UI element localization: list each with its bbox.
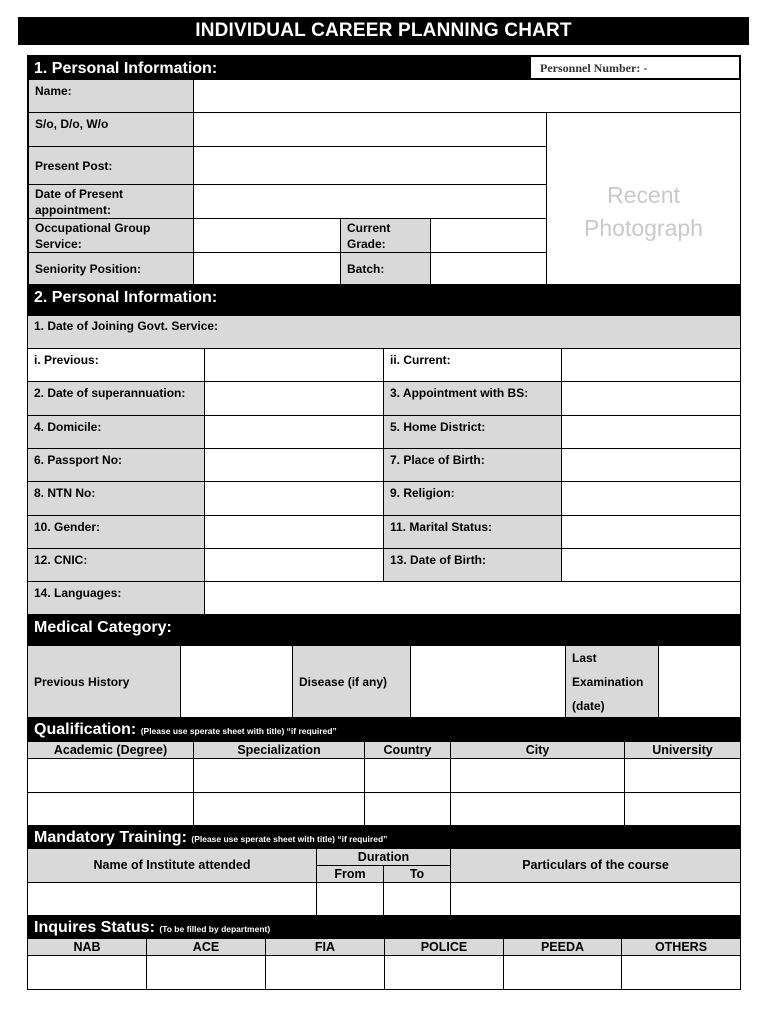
qualification-heading-text: Qualification: xyxy=(34,721,137,738)
seniority-position-label: Seniority Position: xyxy=(28,252,194,285)
present-post-field[interactable] xyxy=(193,146,547,185)
occupational-group-field[interactable] xyxy=(193,218,341,253)
training-cell[interactable] xyxy=(383,882,451,916)
inquiries-cell[interactable] xyxy=(27,955,147,990)
qualification-cell[interactable] xyxy=(450,758,625,793)
domicile-field[interactable] xyxy=(204,415,384,449)
date-present-appointment-label: Date of Present appointment: xyxy=(28,184,194,219)
inquiries-cell[interactable] xyxy=(384,955,504,990)
home-district-field[interactable] xyxy=(561,415,741,449)
qualification-cell[interactable] xyxy=(193,758,365,793)
qualification-cell[interactable] xyxy=(364,792,451,826)
qualification-cell[interactable] xyxy=(193,792,365,826)
inquiries-heading-text: Inquires Status: xyxy=(34,919,155,936)
current-field[interactable] xyxy=(561,348,741,382)
gender-field[interactable] xyxy=(204,515,384,549)
relation-field[interactable] xyxy=(193,112,547,147)
date-of-birth-field[interactable] xyxy=(561,548,741,582)
photo-placeholder[interactable] xyxy=(546,112,741,285)
batch-label: Batch: xyxy=(340,252,431,285)
gender-label: 10. Gender: xyxy=(27,515,205,549)
qualification-cell[interactable] xyxy=(27,758,194,793)
current-grade-label: Current Grade: xyxy=(340,218,431,253)
previous-history-field[interactable] xyxy=(180,645,293,718)
domicile-label: 4. Domicile: xyxy=(27,415,205,449)
superannuation-field[interactable] xyxy=(204,381,384,416)
last-examination-label xyxy=(565,645,659,718)
inquiries-cell[interactable] xyxy=(621,955,741,990)
training-col-institute: Name of Institute attended xyxy=(27,848,317,883)
cnic-field[interactable] xyxy=(204,548,384,582)
section1-heading: 1. Personal Information: xyxy=(27,56,530,79)
inquiries-note: (To be filled by department) xyxy=(159,924,271,934)
qualification-cell[interactable] xyxy=(624,758,741,793)
date-joining-label: 1. Date of Joining Govt. Service: xyxy=(27,315,741,349)
qualification-cell[interactable] xyxy=(364,758,451,793)
relation-label: S/o, D/o, W/o xyxy=(28,112,194,147)
personnel-number-field[interactable]: Personnel Number: - xyxy=(530,56,740,79)
photo-text-line2: Photograph xyxy=(584,215,703,241)
passport-field[interactable] xyxy=(204,448,384,482)
training-cell[interactable] xyxy=(316,882,384,916)
last-exam-line1: Last xyxy=(572,651,597,665)
religion-field[interactable] xyxy=(561,481,741,516)
home-district-label: 5. Home District: xyxy=(383,415,562,449)
date-present-appointment-field[interactable] xyxy=(193,184,547,219)
disease-field[interactable] xyxy=(410,645,566,718)
occupational-group-label: Occupational Group Service: xyxy=(28,218,194,253)
religion-label: 9. Religion: xyxy=(383,481,562,516)
ntn-field[interactable] xyxy=(204,481,384,516)
inquiries-cell[interactable] xyxy=(503,955,622,990)
languages-field[interactable] xyxy=(204,581,741,615)
qualification-cell[interactable] xyxy=(624,792,741,826)
present-post-label: Present Post: xyxy=(28,146,194,185)
batch-field[interactable] xyxy=(430,252,547,285)
photo-text-line1: Recent xyxy=(607,182,680,208)
qualification-col-specialization: Specialization xyxy=(193,741,365,759)
qualification-cell[interactable] xyxy=(27,792,194,826)
place-of-birth-field[interactable] xyxy=(561,448,741,482)
training-col-particulars: Particulars of the course xyxy=(450,848,741,883)
name-field[interactable] xyxy=(193,79,741,113)
qualification-cell[interactable] xyxy=(450,792,625,826)
training-heading xyxy=(27,826,741,849)
last-exam-line2: Examination xyxy=(572,675,644,689)
marital-status-label: 11. Marital Status: xyxy=(383,515,562,549)
previous-label: i. Previous: xyxy=(27,348,205,382)
inquiries-col-fia: FIA xyxy=(265,938,385,956)
appointment-bs-field[interactable] xyxy=(561,381,741,416)
ntn-label: 8. NTN No: xyxy=(27,481,205,516)
training-col-to: To xyxy=(383,865,451,883)
inquiries-col-nab: NAB xyxy=(27,938,147,956)
languages-label: 14. Languages: xyxy=(27,581,205,615)
qualification-heading xyxy=(27,718,741,742)
date-of-birth-label: 13. Date of Birth: xyxy=(383,548,562,582)
current-grade-field[interactable] xyxy=(430,218,547,253)
inquiries-heading xyxy=(27,916,741,939)
previous-history-label: Previous History xyxy=(27,645,181,718)
qualification-col-country: Country xyxy=(364,741,451,759)
previous-field[interactable] xyxy=(204,348,384,382)
qualification-col-university: University xyxy=(624,741,741,759)
last-examination-field[interactable] xyxy=(658,645,741,718)
qualification-col-city: City xyxy=(450,741,625,759)
section2-heading: 2. Personal Information: xyxy=(27,285,741,315)
inquiries-col-others: OTHERS xyxy=(621,938,741,956)
medical-heading: Medical Category: xyxy=(27,614,741,645)
marital-status-field[interactable] xyxy=(561,515,741,549)
inquiries-col-peeda: PEEDA xyxy=(503,938,622,956)
place-of-birth-label: 7. Place of Birth: xyxy=(383,448,562,482)
superannuation-label: 2. Date of superannuation: xyxy=(27,381,205,416)
name-label: Name: xyxy=(28,79,194,113)
training-note: (Please use sperate sheet with title) “if required” xyxy=(191,834,388,844)
disease-label: Disease (if any) xyxy=(292,645,411,718)
inquiries-col-ace: ACE xyxy=(146,938,266,956)
training-heading-text: Mandatory Training: xyxy=(34,829,187,846)
current-label: ii. Current: xyxy=(383,348,562,382)
qualification-col-academic: Academic (Degree) xyxy=(27,741,194,759)
inquiries-cell[interactable] xyxy=(146,955,266,990)
training-cell[interactable] xyxy=(27,882,317,916)
passport-label: 6. Passport No: xyxy=(27,448,205,482)
inquiries-col-police: POLICE xyxy=(384,938,504,956)
training-cell[interactable] xyxy=(450,882,741,916)
qualification-note: (Please use sperate sheet with title) “if required” xyxy=(140,726,337,736)
inquiries-cell[interactable] xyxy=(265,955,385,990)
last-exam-line3: (date) xyxy=(572,699,605,713)
cnic-label: 12. CNIC: xyxy=(27,548,205,582)
appointment-bs-label: 3. Appointment with BS: xyxy=(383,381,562,416)
training-col-duration: Duration xyxy=(316,848,451,866)
seniority-position-field[interactable] xyxy=(193,252,341,285)
training-col-from: From xyxy=(316,865,384,883)
form-title: INDIVIDUAL CAREER PLANNING CHART xyxy=(18,17,749,45)
